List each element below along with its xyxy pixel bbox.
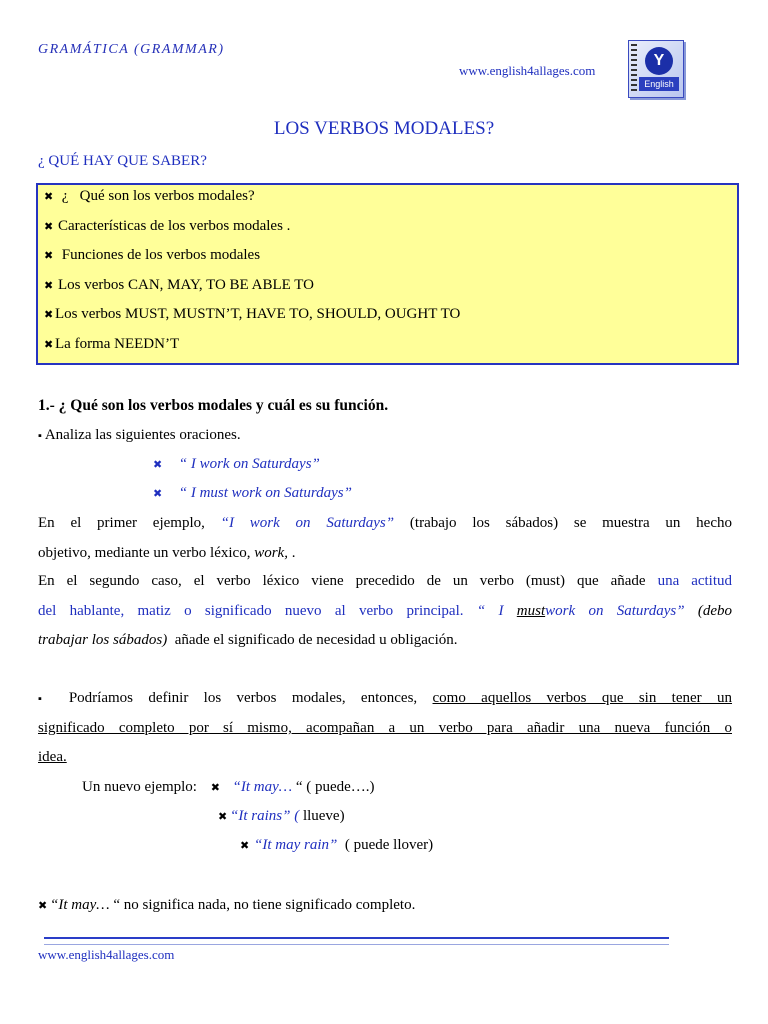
paragraph-line: ▪ Podríamos definir los verbos modales, entonces, como aquellos verbos que sin tener un [38,690,733,706]
page-subtitle: ¿ QUÉ HAY QUE SABER? [38,153,207,169]
notebook-spiral-icon [631,44,637,94]
cross-bullet-icon: ✖ [44,338,54,351]
cross-bullet-icon: ✖ [44,279,54,292]
cross-bullet-icon: ✖ [44,190,54,203]
summary-box [36,183,739,365]
summary-item: ✖ La forma NEEDN’T [44,336,180,352]
new-example-line: Un nuevo ejemplo: ✖ “It may… “ ( puede….) [82,779,375,795]
paragraph-line: En el primer ejemplo, “I work on Saturdays” (trabajo los sábados) se muestra un hecho [38,515,732,531]
logo-mark: Y [645,47,673,75]
summary-item: ✖ Los verbos MUST, MUSTN’T, HAVE TO, SHOULD, OUGHT TO [44,306,461,322]
footer-divider [44,937,669,945]
paragraph-line: trabajar los sábados) añade el significado de necesidad u obligación. [38,632,458,648]
site-logo[interactable] [628,40,684,98]
new-example-line: ✖ “It may rain” ( puede llover) [240,837,434,853]
paragraph-line: significado completo por sí mismo, acompañan a un verbo para añadir una nueva función o [38,720,732,736]
cross-bullet-icon: ✖ [153,487,163,500]
cross-bullet-icon: ✖ [210,781,220,794]
cross-bullet-icon: ✖ [218,810,228,823]
cross-bullet-icon: ✖ [44,308,54,321]
square-bullet-icon: ▪ [38,430,42,442]
summary-item: ✖ Características de los verbos modales . [44,218,291,234]
paragraph-line: En el segundo caso, el verbo léxico viene precedido de un verbo (must) que añade una actitud [38,573,733,589]
summary-item: ✖ Funciones de los verbos modales [44,247,261,263]
section-label: GRAMÁTICA (GRAMMAR) [38,42,225,57]
conclusion-line: ✖ “It may… “ no significa nada, no tiene significado completo. [38,897,416,913]
cross-bullet-icon: ✖ [44,220,54,233]
page-title: LOS VERBOS MODALES? [273,118,495,139]
paragraph-line: del hablante, matiz o significado nuevo al verbo principal. “ I mustwork on Saturdays” (debo [38,603,733,619]
header-url-link[interactable]: www.english4allages.com [459,63,596,78]
example-line: ✖ “ I work on Saturdays” [153,456,320,472]
cross-bullet-icon: ✖ [44,249,54,262]
footer-url-link[interactable]: www.english4allages.com [38,947,175,962]
example-line: ✖ “ I must work on Saturdays” [153,485,352,501]
paragraph-line: idea. [38,749,67,765]
cross-bullet-icon: ✖ [38,899,48,912]
square-bullet-icon: ▪ [38,693,54,705]
paragraph-line: objetivo, mediante un verbo léxico, work, . [38,545,296,561]
cross-bullet-icon: ✖ [153,458,163,471]
summary-item: ✖ Los verbos CAN, MAY, TO BE ABLE TO [44,277,315,293]
section-heading: 1.- ¿ Qué son los verbos modales y cuál es su función. [38,397,389,414]
cross-bullet-icon: ✖ [240,839,250,852]
intro-line: ▪ Analiza las siguientes oraciones. [38,427,241,443]
logo-text: English [639,77,679,91]
summary-item: ✖ ¿ Qué son los verbos modales? [44,188,255,204]
new-example-line: ✖ “It rains” ( llueve) [218,808,345,824]
